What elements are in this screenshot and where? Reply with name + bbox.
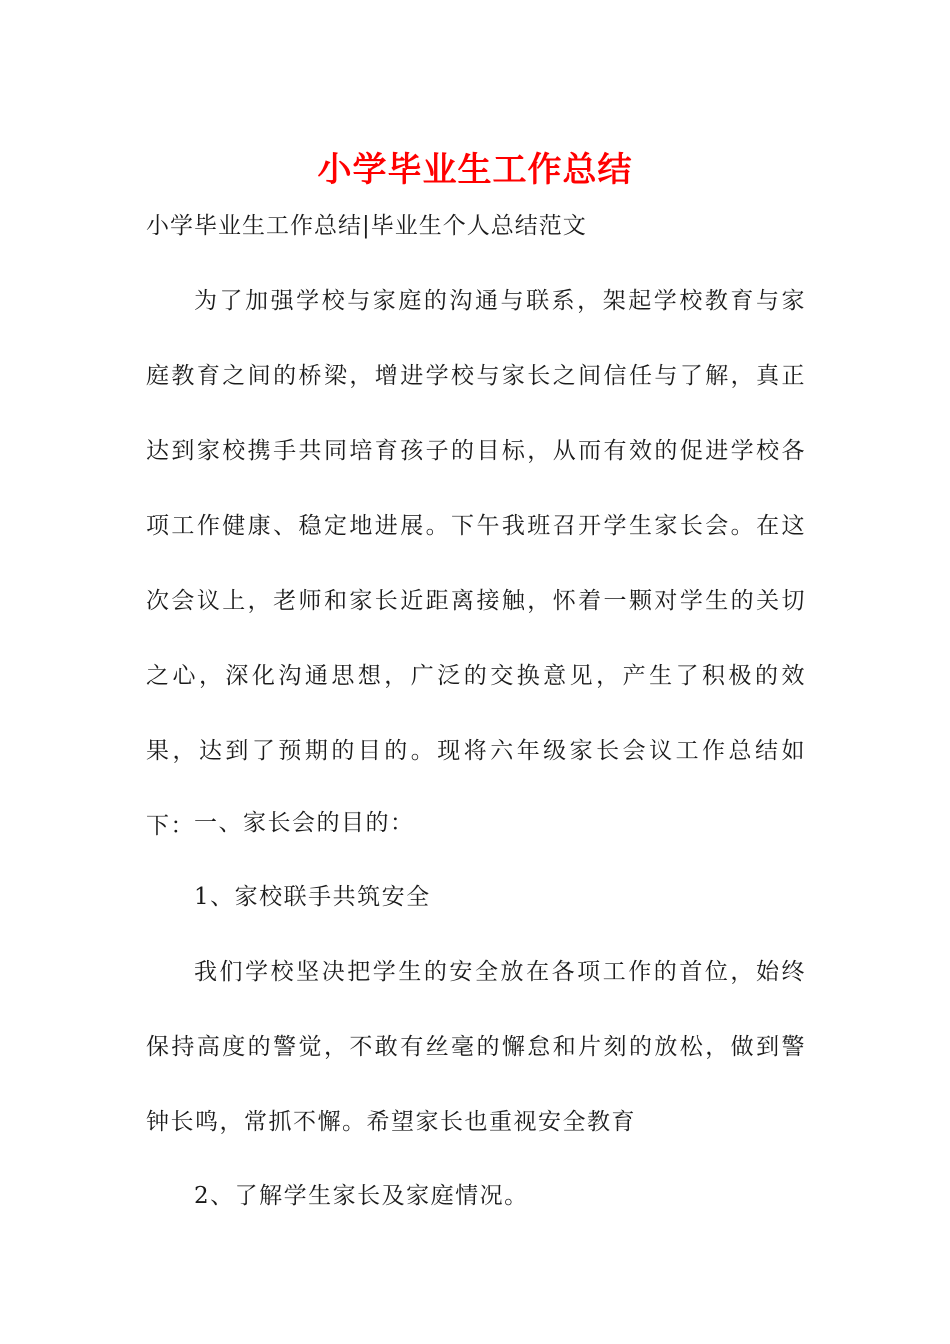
paragraph-safety — [146, 935, 806, 1160]
subsection-heading-text: 2、了解学生家长及家庭情况。 — [194, 1183, 529, 1209]
section-heading-purpose — [146, 786, 806, 861]
paragraph-text: 为了加强学校与家庭的沟通与联系，架起学校教育与家庭教育之间的桥梁，增进学校与家长之间信任与了解，真正达到家校携手共同培育孩子的目标，从而有效的促进学校各项工作健康、稳定地进展。下午我班召开学生家长会。在这次会议上，老师和家长近距离接触，怀着一颗对学生的关切之心，深化沟通思想，广泛的交换意见，产生了积极的效果，达到了预期的目的。现将六年级家长会议工作总结如下： — [146, 288, 806, 839]
section-heading-text: 一、家长会的目的： — [194, 810, 415, 836]
document-title: 小学毕业生工作总结 — [317, 150, 633, 190]
subsection-heading-family — [146, 1159, 806, 1234]
document-subtitle: 小学毕业生工作总结|毕业生个人总结范文 — [146, 213, 587, 239]
subsection-heading-safety — [146, 860, 806, 935]
paragraph-text: 我们学校坚决把学生的安全放在各项工作的首位，始终保持高度的警觉，不敢有丝毫的懈怠和片刻的放松，做到警钟长鸣，常抓不懈。希望家长也重视安全教育 — [146, 959, 806, 1135]
subsection-heading-text: 1、家校联手共筑安全 — [194, 884, 431, 910]
paragraph-intro — [146, 264, 806, 864]
